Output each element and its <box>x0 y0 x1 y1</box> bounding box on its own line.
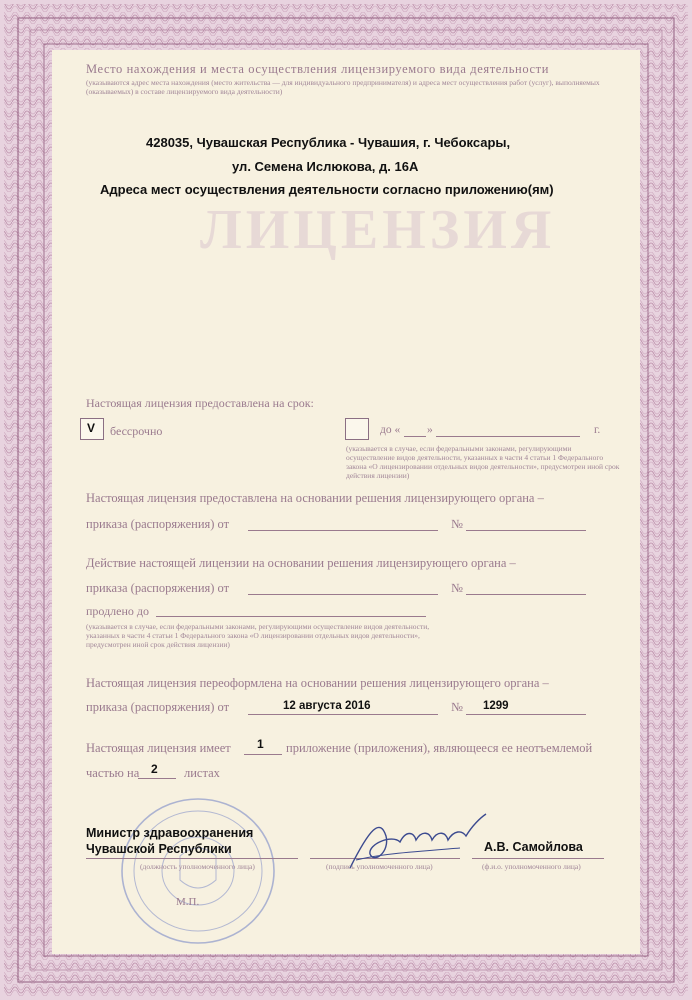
indefinite-checkbox <box>80 418 104 440</box>
extension-note: (указывается в случае, если федеральными законами, регулирующими осуществление видов деятельности, указанных в части 4 статьи 1 Федерального закона «О лицензировании отдельных видов деятельности», предусмотрен иной срок действия лицензии) <box>86 622 430 649</box>
extension-until-label: продлено до <box>86 604 150 618</box>
grant-number-label: № <box>451 517 463 531</box>
grant-date-line <box>248 530 438 531</box>
location-heading: Место нахождения и места осуществления лицензируемого вида деятельности <box>86 62 549 76</box>
appendix-text-2: приложение (приложения), являющееся ее неотъемлемой <box>286 741 593 755</box>
position-line <box>86 858 298 859</box>
round-seal <box>118 796 278 946</box>
appendix-count: 1 <box>257 737 264 751</box>
indefinite-label: бессрочно <box>110 424 163 438</box>
until-note: (указывается в случае, если федеральными законами, регулирующими осуществление видов деятельности, указанных в части 4 статьи 1 Федерального закона «О лицензировании отдельных видов деятельности», предусмотрен иной срок действия лицензии) <box>346 444 620 480</box>
signatory-name: А.В. Самойлова <box>484 840 583 854</box>
grant-heading: Настоящая лицензия предоставлена на основании решения лицензирующего органа – <box>86 491 544 505</box>
extension-heading: Действие настоящей лицензии на основании решения лицензирующего органа – <box>86 556 516 570</box>
address-line-3: Адреса мест осуществления деятельности согласно приложению(ям) <box>100 182 554 197</box>
extension-order-label: приказа (распоряжения) от <box>86 581 230 595</box>
reissue-heading: Настоящая лицензия переоформлена на основании решения лицензирующего органа – <box>86 676 549 690</box>
reissue-number-line <box>466 714 586 715</box>
appendix-count-line <box>244 754 282 755</box>
extension-date-line <box>248 594 438 595</box>
until-year-suffix: г. <box>594 424 601 436</box>
background-watermark: ЛИЦЕНЗИЯ <box>200 199 556 261</box>
grant-order-label: приказа (распоряжения) от <box>86 517 230 531</box>
name-caption: (ф.и.о. уполномоченного лица) <box>482 862 581 871</box>
until-day-line <box>404 436 426 437</box>
address-line-2: ул. Семена Ислюкова, д. 16А <box>232 159 419 174</box>
appendix-text-4: листах <box>184 766 220 780</box>
address-line-1: 428035, Чувашская Республика - Чувашия, г. Чебоксары, <box>146 135 511 150</box>
appendix-text-1: Настоящая лицензия имеет <box>86 741 231 755</box>
reissue-date-line <box>248 714 438 715</box>
term-heading: Настоящая лицензия предоставлена на срок: <box>86 396 314 410</box>
location-note: (указываются адрес места нахождения (место жительства — для индивидуального предпринимателя) и адреса мест осуществления работ (услуг), выполняемых (оказываемых) в составе лицензируемого вида деятельности) <box>86 78 600 96</box>
until-checkbox <box>345 418 369 440</box>
until-quote-close: » <box>427 424 433 436</box>
extension-number-label: № <box>451 581 463 595</box>
indefinite-mark: V <box>87 421 96 435</box>
signatory-position-2: Чувашской Республики <box>86 842 232 856</box>
reissue-order-label: приказа (распоряжения) от <box>86 700 230 714</box>
appendix-text-3: частью на <box>86 766 140 780</box>
until-prefix: до « <box>380 424 401 436</box>
reissue-number: 1299 <box>483 700 509 712</box>
grant-number-line <box>466 530 586 531</box>
appendix-sheets: 2 <box>151 762 158 776</box>
until-month-line <box>436 436 580 437</box>
appendix-sheets-line <box>138 778 176 779</box>
stamp-placeholder: М.П. <box>176 896 200 908</box>
signature-caption: (подпись уполномоченного лица) <box>326 862 433 871</box>
reissue-number-label: № <box>451 700 463 714</box>
reissue-date: 12 августа 2016 <box>283 700 371 712</box>
signatory-position-1: Министр здравоохранения <box>86 826 254 840</box>
position-caption: (должность уполномоченного лица) <box>140 862 255 871</box>
extension-number-line <box>466 594 586 595</box>
name-line <box>472 858 604 859</box>
extension-until-line <box>156 616 426 617</box>
